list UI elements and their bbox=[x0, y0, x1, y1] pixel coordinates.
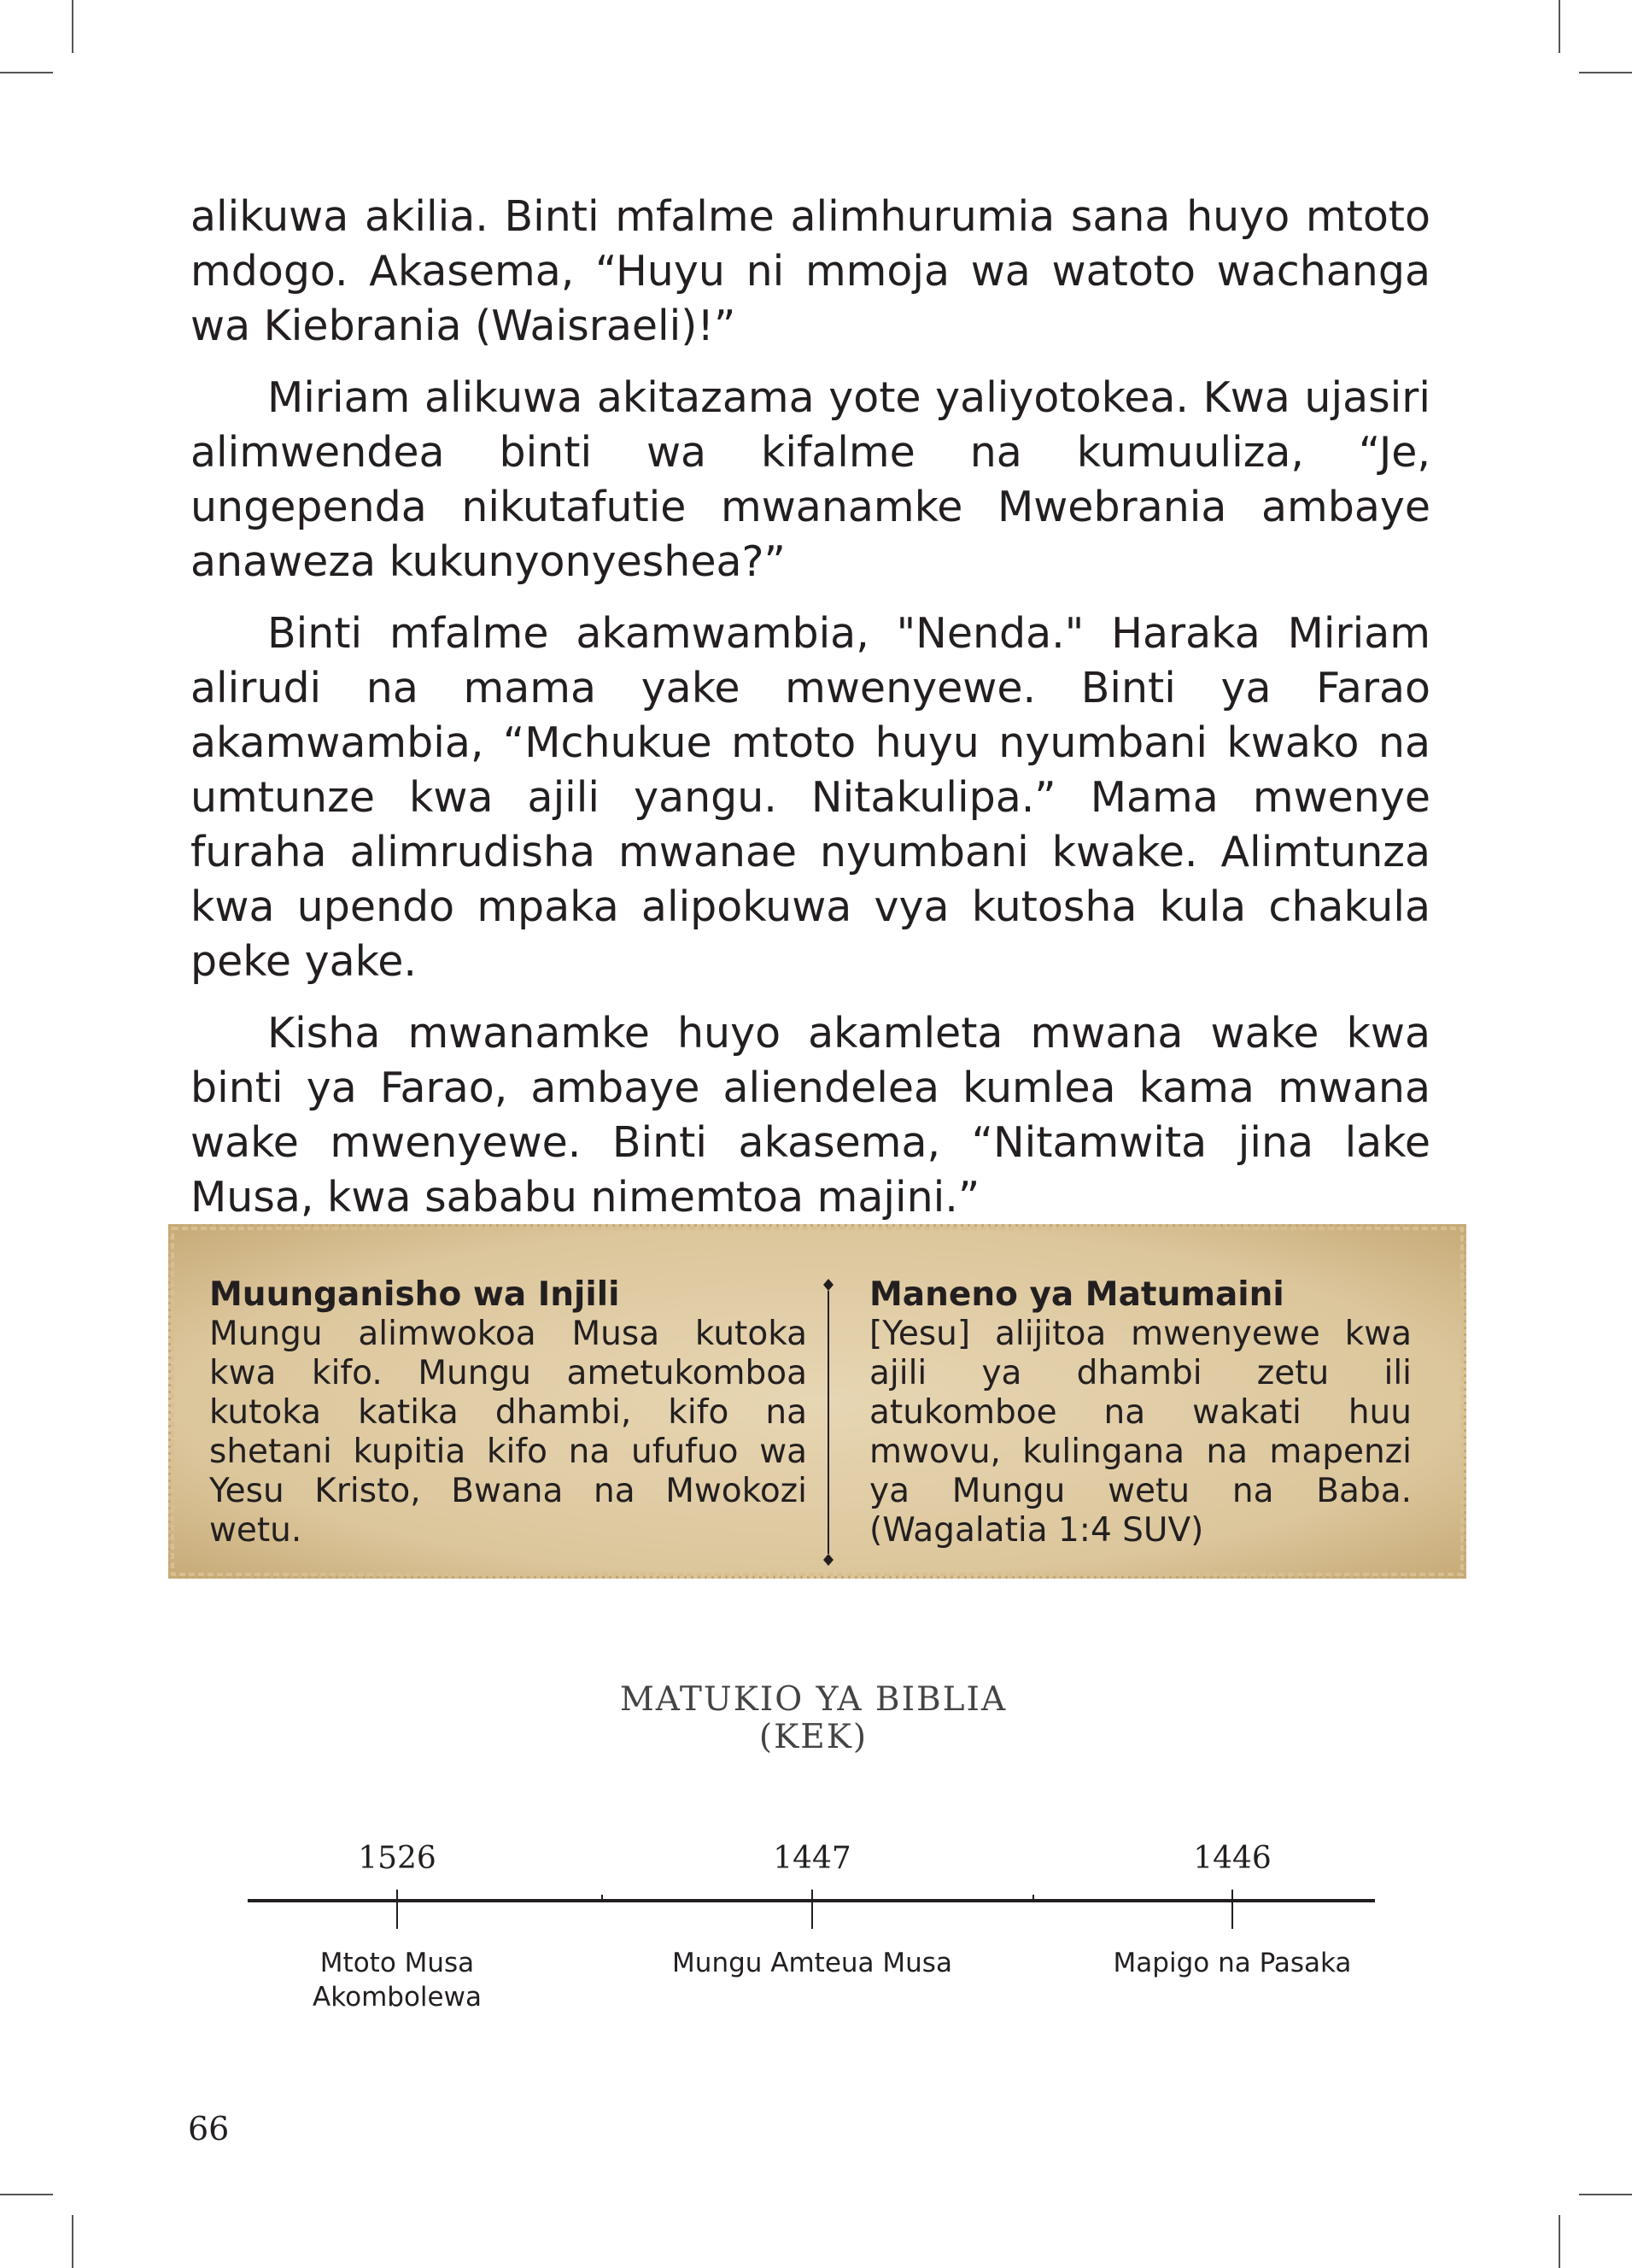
crop-mark bbox=[0, 2194, 53, 2195]
timeline-year: 1446 bbox=[1193, 1841, 1272, 1876]
timeline-subtitle: (KEK) bbox=[758, 1718, 869, 1756]
timeline-year: 1447 bbox=[773, 1841, 851, 1876]
timeline-event: Mungu Amteua Musa bbox=[672, 1948, 952, 1978]
crop-mark bbox=[72, 0, 73, 53]
timeline-event: Mtoto Musa Akombolewa bbox=[313, 1948, 482, 2013]
words-of-hope bbox=[869, 1275, 1412, 1550]
crop-mark bbox=[1559, 0, 1560, 53]
paragraph: Binti mfalme akamwambia, "Nenda." Haraka Miriam alirudi na mama yake mwenyewe. Binti ya Farao akamwambia, “Mchukue mtoto huyu nyumbani kwako na umtunze kwa ajili yangu. Nitakulipa.” Mama mwenye furaha alimrudisha mwanae nyumbani kwake. Alimtunza kwa upendo mpaka alipokuwa vya kutosha kula chakula peke yake. bbox=[190, 609, 1430, 986]
crop-mark bbox=[1559, 2215, 1560, 2268]
page-number: 66 bbox=[188, 2110, 230, 2148]
paragraph: Kisha mwanamke huyo akamleta mwana wake kwa binti ya Farao, ambaye aliendelea kumlea kama mwana wake mwenyewe. Binti akasema, “Nitamwita jina lake Musa, kwa sababu nimemtoa majini.” bbox=[190, 1009, 1430, 1222]
words-of-hope-text: [Yesu] alijitoa mwenyewe kwa ajili ya dhambi zetu ili atukomboe na wakati huu mwovu, kulingana na mapenzi ya Mungu wetu na Baba. (Wagalatia 1:4 SUV) bbox=[869, 1315, 1412, 1550]
timeline-event: Mapigo na Pasaka bbox=[1113, 1948, 1352, 1978]
column-divider bbox=[822, 1279, 834, 1566]
story-text bbox=[190, 190, 1430, 1242]
crop-mark bbox=[0, 72, 53, 73]
crop-mark bbox=[1579, 2194, 1632, 2195]
paragraph: Miriam alikuwa akitazama yote yaliyotokea. Kwa ujasiri alimwendea binti wa kifalme na kumuuliza, “Je, ungependa nikutafutie mwanamke Mwebrania ambaye anaweza kukunyonyeshea?” bbox=[190, 373, 1430, 586]
timeline-year: 1526 bbox=[358, 1841, 436, 1876]
words-of-hope-heading: Maneno ya Matumaini bbox=[869, 1275, 1284, 1314]
gospel-connection bbox=[209, 1275, 807, 1550]
paragraph: alikuwa akilia. Binti mfalme alimhurumia sana huyo mtoto mdogo. Akasema, “Huyu ni mmoja wa watoto wachanga wa Kiebrania (Waisraeli)!” bbox=[190, 192, 1430, 350]
gospel-connection-text: Mungu alimwokoa Musa kutoka kwa kifo. Mungu ametukomboa kutoka katika dhambi, kifo na shetani kupitia kifo na ufufuo wa Yesu Kristo, Bwana na Mwokozi wetu. bbox=[209, 1315, 807, 1550]
gospel-connection-heading: Muunganisho wa Injili bbox=[209, 1275, 620, 1314]
crop-mark bbox=[72, 2215, 73, 2268]
timeline-title: MATUKIO YA BIBLIA bbox=[619, 1680, 1008, 1719]
crop-mark bbox=[1579, 72, 1632, 73]
timeline-title-block bbox=[427, 1681, 1200, 1756]
